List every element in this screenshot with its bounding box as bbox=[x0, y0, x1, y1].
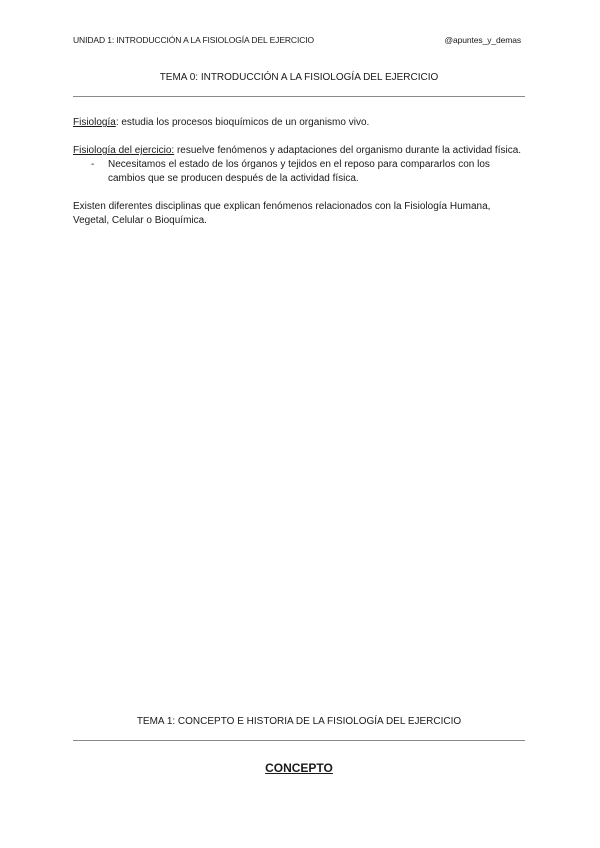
tema-1-divider bbox=[73, 740, 525, 741]
section-heading-concepto: CONCEPTO bbox=[265, 761, 333, 775]
unit-title: UNIDAD 1: INTRODUCCIÓN A LA FISIOLOGÍA DEL EJERCICIO bbox=[73, 35, 315, 45]
term-fisiologia: Fisiología bbox=[73, 117, 116, 128]
author-handle: @apuntes_y_demas bbox=[444, 35, 521, 45]
tema-1-title: TEMA 1: CONCEPTO E HISTORIA DE LA FISIOLOGÍA DEL EJERCICIO bbox=[136, 716, 462, 727]
definition-fisiologia bbox=[73, 116, 523, 130]
bullet-list bbox=[73, 158, 523, 186]
tema-0-content bbox=[73, 116, 523, 242]
list-item-text: Necesitamos el estado de los órganos y tejidos en el reposo para compararlos con los cambios que se producen después de la actividad física. bbox=[108, 159, 490, 184]
bullet-dash: - bbox=[91, 159, 95, 170]
tema-0-divider bbox=[73, 96, 525, 97]
definition-fisiologia-ejercicio-text: resuelve fenómenos y adaptaciones del organismo durante la actividad física. bbox=[174, 145, 522, 156]
term-fisiologia-ejercicio: Fisiología del ejercicio: bbox=[73, 145, 175, 156]
definition-fisiologia-text: : estudia los procesos bioquímicos de un organismo vivo. bbox=[115, 117, 370, 128]
list-item bbox=[73, 158, 523, 186]
definition-fisiologia-ejercicio bbox=[73, 144, 523, 158]
disciplines-paragraph: Existen diferentes disciplinas que explican fenómenos relacionados con la Fisiología Humana, Vegetal, Celular o Bioquímica. bbox=[73, 201, 491, 226]
page-header bbox=[73, 35, 521, 45]
tema-0-title: TEMA 0: INTRODUCCIÓN A LA FISIOLOGÍA DEL EJERCICIO bbox=[159, 72, 439, 83]
